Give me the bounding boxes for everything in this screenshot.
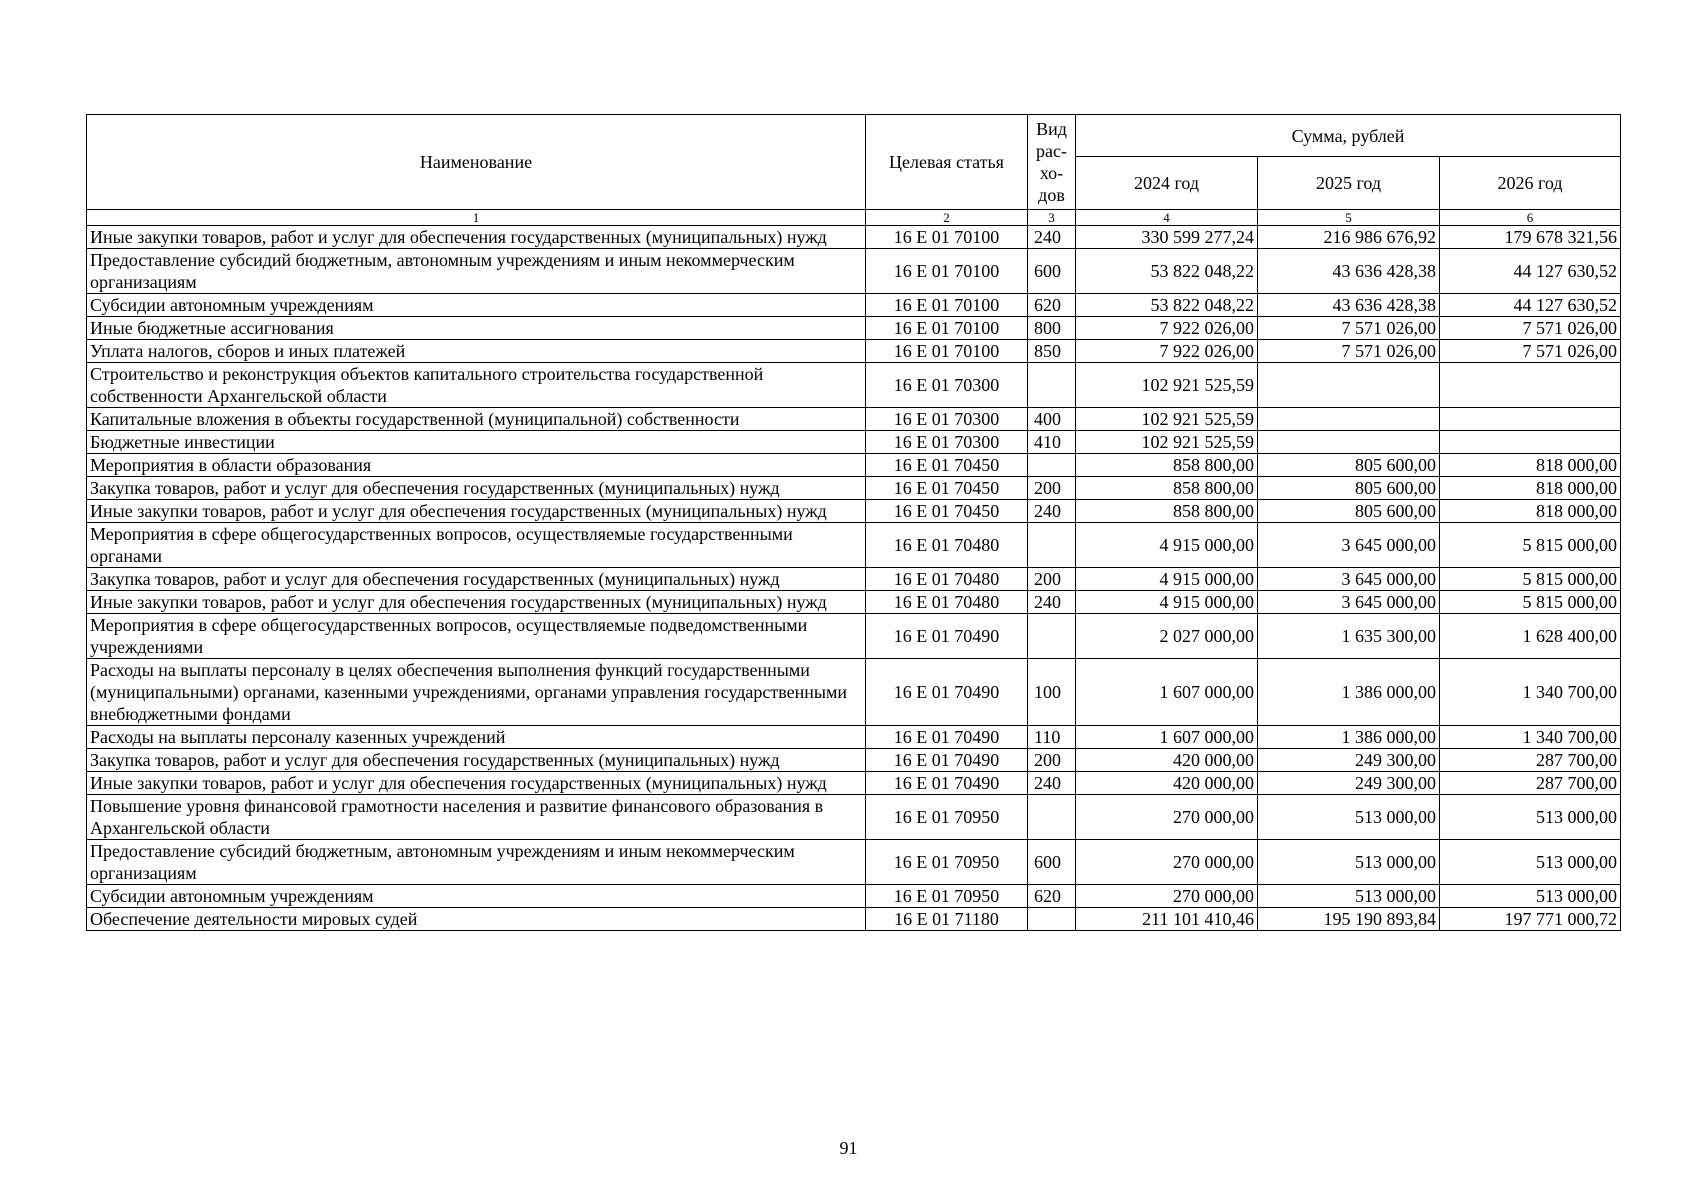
- cell-amount-2024: 53 822 048,22: [1076, 294, 1258, 317]
- cell-amount-2025: 43 636 428,38: [1258, 249, 1440, 294]
- cell-expense-kind: [1028, 523, 1076, 568]
- cell-amount-2024: 858 800,00: [1076, 500, 1258, 523]
- cell-expense-kind: 110: [1028, 726, 1076, 749]
- cell-amount-2026: 513 000,00: [1440, 795, 1621, 840]
- cell-amount-2025: 249 300,00: [1258, 749, 1440, 772]
- cell-expense-kind: 800: [1028, 317, 1076, 340]
- cell-amount-2026: 44 127 630,52: [1440, 249, 1621, 294]
- cell-target-code: 16 Е 01 70490: [866, 772, 1028, 795]
- cell-target-code: 16 Е 01 70100: [866, 226, 1028, 249]
- cell-amount-2025: [1258, 408, 1440, 431]
- cell-amount-2026: [1440, 363, 1621, 408]
- cell-amount-2026: 513 000,00: [1440, 840, 1621, 885]
- table-row: [87, 726, 1621, 749]
- cell-name: Иные закупки товаров, работ и услуг для обеспечения государственных (муниципальных) нужд: [87, 591, 866, 614]
- cell-amount-2025: 805 600,00: [1258, 500, 1440, 523]
- cell-amount-2025: 1 386 000,00: [1258, 726, 1440, 749]
- table-row: [87, 840, 1621, 885]
- cell-expense-kind: 240: [1028, 226, 1076, 249]
- cell-amount-2024: 211 101 410,46: [1076, 908, 1258, 931]
- header-year-2025: 2025 год: [1258, 157, 1440, 210]
- cell-amount-2024: 270 000,00: [1076, 885, 1258, 908]
- cell-expense-kind: 240: [1028, 591, 1076, 614]
- cell-amount-2026: 5 815 000,00: [1440, 523, 1621, 568]
- cell-expense-kind: 600: [1028, 249, 1076, 294]
- cell-target-code: 16 Е 01 71180: [866, 908, 1028, 931]
- cell-target-code: 16 Е 01 70480: [866, 523, 1028, 568]
- cell-amount-2026: 818 000,00: [1440, 454, 1621, 477]
- column-numbers-row: [87, 210, 1621, 226]
- cell-target-code: 16 Е 01 70300: [866, 431, 1028, 454]
- table-row: [87, 477, 1621, 500]
- cell-target-code: 16 Е 01 70450: [866, 477, 1028, 500]
- cell-name: Строительство и реконструкция объектов капитального строительства государственной собственности Архангельской области: [87, 363, 866, 408]
- cell-expense-kind: 600: [1028, 840, 1076, 885]
- header-target: Целевая статья: [866, 115, 1028, 210]
- cell-expense-kind: 620: [1028, 885, 1076, 908]
- cell-amount-2024: 1 607 000,00: [1076, 726, 1258, 749]
- cell-amount-2026: 513 000,00: [1440, 885, 1621, 908]
- cell-amount-2026: [1440, 408, 1621, 431]
- table-row: [87, 749, 1621, 772]
- table-row: [87, 340, 1621, 363]
- cell-amount-2024: 102 921 525,59: [1076, 408, 1258, 431]
- table-row: [87, 408, 1621, 431]
- table-row: [87, 363, 1621, 408]
- cell-amount-2024: 420 000,00: [1076, 772, 1258, 795]
- cell-name: Расходы на выплаты персоналу казенных учреждений: [87, 726, 866, 749]
- table-row: [87, 795, 1621, 840]
- cell-target-code: 16 Е 01 70950: [866, 795, 1028, 840]
- cell-name: Повышение уровня финансовой грамотности населения и развитие финансового образования в Архангельской области: [87, 795, 866, 840]
- cell-amount-2024: 53 822 048,22: [1076, 249, 1258, 294]
- cell-expense-kind: 240: [1028, 500, 1076, 523]
- cell-amount-2026: [1440, 431, 1621, 454]
- table-body: [87, 226, 1621, 931]
- cell-target-code: 16 Е 01 70950: [866, 840, 1028, 885]
- cell-expense-kind: [1028, 795, 1076, 840]
- cell-name: Капитальные вложения в объекты государственной (муниципальной) собственности: [87, 408, 866, 431]
- cell-amount-2024: 102 921 525,59: [1076, 431, 1258, 454]
- cell-name: Мероприятия в области образования: [87, 454, 866, 477]
- cell-target-code: 16 Е 01 70100: [866, 340, 1028, 363]
- cell-name: Закупка товаров, работ и услуг для обеспечения государственных (муниципальных) нужд: [87, 477, 866, 500]
- cell-expense-kind: 100: [1028, 659, 1076, 726]
- cell-expense-kind: [1028, 908, 1076, 931]
- cell-amount-2026: 287 700,00: [1440, 772, 1621, 795]
- page-number: 91: [839, 1138, 858, 1158]
- column-number: 6: [1440, 210, 1621, 226]
- cell-amount-2026: 197 771 000,72: [1440, 908, 1621, 931]
- cell-amount-2025: 7 571 026,00: [1258, 340, 1440, 363]
- cell-expense-kind: [1028, 454, 1076, 477]
- cell-target-code: 16 Е 01 70490: [866, 749, 1028, 772]
- cell-amount-2025: 195 190 893,84: [1258, 908, 1440, 931]
- cell-amount-2025: 3 645 000,00: [1258, 568, 1440, 591]
- header-row-top: [87, 115, 1621, 157]
- cell-expense-kind: 240: [1028, 772, 1076, 795]
- column-number: 4: [1076, 210, 1258, 226]
- cell-amount-2024: 7 922 026,00: [1076, 340, 1258, 363]
- cell-target-code: 16 Е 01 70450: [866, 454, 1028, 477]
- cell-amount-2025: 1 635 300,00: [1258, 614, 1440, 659]
- cell-amount-2025: 43 636 428,38: [1258, 294, 1440, 317]
- column-number: 1: [87, 210, 866, 226]
- table-row: [87, 659, 1621, 726]
- cell-expense-kind: 620: [1028, 294, 1076, 317]
- cell-name: Расходы на выплаты персоналу в целях обеспечения выполнения функций государственными (муниципальными) органами, казенными учреждениями, органами управления государственными внебюджетными фондами: [87, 659, 866, 726]
- cell-expense-kind: 400: [1028, 408, 1076, 431]
- cell-expense-kind: 200: [1028, 477, 1076, 500]
- table-row: [87, 614, 1621, 659]
- header-year-2024: 2024 год: [1076, 157, 1258, 210]
- cell-amount-2026: 1 340 700,00: [1440, 659, 1621, 726]
- cell-amount-2024: 7 922 026,00: [1076, 317, 1258, 340]
- cell-amount-2026: 1 628 400,00: [1440, 614, 1621, 659]
- cell-name: Иные бюджетные ассигнования: [87, 317, 866, 340]
- cell-amount-2025: [1258, 431, 1440, 454]
- header-name: Наименование: [87, 115, 866, 210]
- cell-amount-2024: 858 800,00: [1076, 477, 1258, 500]
- cell-target-code: 16 Е 01 70300: [866, 363, 1028, 408]
- cell-target-code: 16 Е 01 70950: [866, 885, 1028, 908]
- cell-amount-2025: [1258, 363, 1440, 408]
- cell-amount-2024: 2 027 000,00: [1076, 614, 1258, 659]
- table-row: [87, 523, 1621, 568]
- cell-amount-2026: 818 000,00: [1440, 500, 1621, 523]
- cell-name: Мероприятия в сфере общегосударственных вопросов, осуществляемые подведомственными учреждениями: [87, 614, 866, 659]
- cell-amount-2024: 858 800,00: [1076, 454, 1258, 477]
- table-row: [87, 908, 1621, 931]
- cell-target-code: 16 Е 01 70300: [866, 408, 1028, 431]
- table-row: [87, 249, 1621, 294]
- cell-name: Закупка товаров, работ и услуг для обеспечения государственных (муниципальных) нужд: [87, 568, 866, 591]
- cell-amount-2024: 4 915 000,00: [1076, 523, 1258, 568]
- cell-amount-2025: 805 600,00: [1258, 477, 1440, 500]
- cell-expense-kind: [1028, 614, 1076, 659]
- column-number: 2: [866, 210, 1028, 226]
- cell-amount-2024: 420 000,00: [1076, 749, 1258, 772]
- cell-name: Бюджетные инвестиции: [87, 431, 866, 454]
- cell-expense-kind: [1028, 363, 1076, 408]
- cell-amount-2025: 513 000,00: [1258, 840, 1440, 885]
- cell-target-code: 16 Е 01 70480: [866, 591, 1028, 614]
- header-kind: Вид рас-хо-дов: [1028, 115, 1076, 210]
- cell-amount-2026: 818 000,00: [1440, 477, 1621, 500]
- table-row: [87, 317, 1621, 340]
- table-row: [87, 500, 1621, 523]
- cell-amount-2024: 4 915 000,00: [1076, 591, 1258, 614]
- cell-name: Иные закупки товаров, работ и услуг для обеспечения государственных (муниципальных) нужд: [87, 772, 866, 795]
- cell-amount-2026: 179 678 321,56: [1440, 226, 1621, 249]
- cell-name: Закупка товаров, работ и услуг для обеспечения государственных (муниципальных) нужд: [87, 749, 866, 772]
- header-year-2026: 2026 год: [1440, 157, 1621, 210]
- cell-amount-2025: 805 600,00: [1258, 454, 1440, 477]
- cell-amount-2024: 102 921 525,59: [1076, 363, 1258, 408]
- cell-amount-2024: 270 000,00: [1076, 840, 1258, 885]
- cell-expense-kind: 850: [1028, 340, 1076, 363]
- cell-amount-2026: 7 571 026,00: [1440, 340, 1621, 363]
- budget-table: [86, 114, 1621, 931]
- cell-amount-2025: 3 645 000,00: [1258, 523, 1440, 568]
- cell-target-code: 16 Е 01 70490: [866, 614, 1028, 659]
- cell-amount-2025: 7 571 026,00: [1258, 317, 1440, 340]
- column-number: 3: [1028, 210, 1076, 226]
- cell-target-code: 16 Е 01 70100: [866, 317, 1028, 340]
- cell-name: Предоставление субсидий бюджетным, автономным учреждениям и иным некоммерческим организациям: [87, 249, 866, 294]
- cell-amount-2026: 5 815 000,00: [1440, 591, 1621, 614]
- cell-amount-2025: 513 000,00: [1258, 885, 1440, 908]
- cell-name: Иные закупки товаров, работ и услуг для обеспечения государственных (муниципальных) нужд: [87, 500, 866, 523]
- cell-amount-2024: 4 915 000,00: [1076, 568, 1258, 591]
- cell-expense-kind: 200: [1028, 568, 1076, 591]
- cell-name: Уплата налогов, сборов и иных платежей: [87, 340, 866, 363]
- budget-table-container: [86, 114, 1620, 931]
- cell-name: Предоставление субсидий бюджетным, автономным учреждениям и иным некоммерческим организациям: [87, 840, 866, 885]
- header-sum: Сумма, рублей: [1076, 115, 1621, 157]
- column-number: 5: [1258, 210, 1440, 226]
- cell-amount-2025: 249 300,00: [1258, 772, 1440, 795]
- cell-name: Субсидии автономным учреждениям: [87, 885, 866, 908]
- cell-amount-2024: 1 607 000,00: [1076, 659, 1258, 726]
- table-row: [87, 568, 1621, 591]
- table-row: [87, 591, 1621, 614]
- table-row: [87, 454, 1621, 477]
- table-row: [87, 772, 1621, 795]
- table-row: [87, 431, 1621, 454]
- cell-name: Иные закупки товаров, работ и услуг для обеспечения государственных (муниципальных) нужд: [87, 226, 866, 249]
- cell-amount-2026: 1 340 700,00: [1440, 726, 1621, 749]
- cell-target-code: 16 Е 01 70490: [866, 659, 1028, 726]
- cell-target-code: 16 Е 01 70450: [866, 500, 1028, 523]
- cell-target-code: 16 Е 01 70490: [866, 726, 1028, 749]
- cell-amount-2025: 513 000,00: [1258, 795, 1440, 840]
- cell-amount-2026: 287 700,00: [1440, 749, 1621, 772]
- table-row: [87, 294, 1621, 317]
- cell-name: Обеспечение деятельности мировых судей: [87, 908, 866, 931]
- table-row: [87, 226, 1621, 249]
- cell-amount-2026: 44 127 630,52: [1440, 294, 1621, 317]
- cell-amount-2026: 7 571 026,00: [1440, 317, 1621, 340]
- cell-expense-kind: 410: [1028, 431, 1076, 454]
- cell-amount-2025: 216 986 676,92: [1258, 226, 1440, 249]
- cell-target-code: 16 Е 01 70100: [866, 294, 1028, 317]
- cell-amount-2025: 1 386 000,00: [1258, 659, 1440, 726]
- cell-expense-kind: 200: [1028, 749, 1076, 772]
- table-row: [87, 885, 1621, 908]
- cell-target-code: 16 Е 01 70100: [866, 249, 1028, 294]
- cell-name: Субсидии автономным учреждениям: [87, 294, 866, 317]
- cell-name: Мероприятия в сфере общегосударственных вопросов, осуществляемые государственными органами: [87, 523, 866, 568]
- cell-amount-2024: 330 599 277,24: [1076, 226, 1258, 249]
- cell-amount-2025: 3 645 000,00: [1258, 591, 1440, 614]
- cell-target-code: 16 Е 01 70480: [866, 568, 1028, 591]
- cell-amount-2026: 5 815 000,00: [1440, 568, 1621, 591]
- cell-amount-2024: 270 000,00: [1076, 795, 1258, 840]
